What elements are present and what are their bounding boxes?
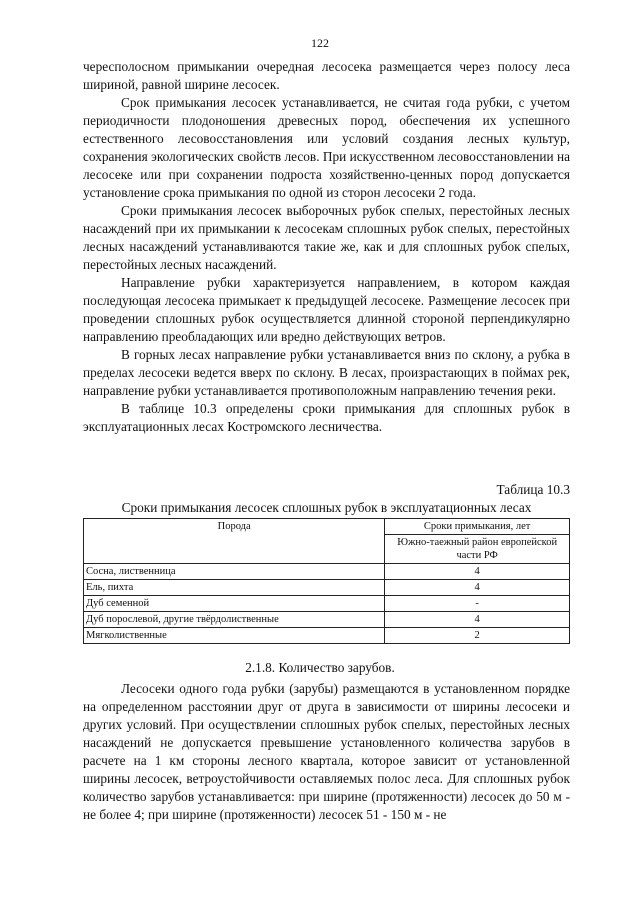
section-heading: 2.1.8. Количество зарубов. bbox=[245, 660, 395, 675]
table-row bbox=[84, 564, 570, 580]
years-cell: 2 bbox=[385, 628, 570, 644]
paragraph: В горных лесах направление рубки устанавливается вниз по склону, а рубка в пределах лесосеки ведется вверх по склону. В лесах, произрастающих в поймах рек, направление рубки устанавливается противоположным направлению течения реки. bbox=[83, 347, 570, 398]
species-cell: Ель, пихта bbox=[84, 580, 385, 596]
paragraph: чересполосном примыкании очередная лесосека размещается через полосу леса шириной, равной ширине лесосек. bbox=[83, 59, 570, 92]
header-terms: Сроки примыкания, лет bbox=[385, 519, 570, 535]
species-cell: Сосна, лиственница bbox=[84, 564, 385, 580]
years-cell: 4 bbox=[385, 612, 570, 628]
years-cell: - bbox=[385, 596, 570, 612]
paragraph: В таблице 10.3 определены сроки примыкания для сплошных рубок в эксплуатационных лесах Костромского лесничества. bbox=[83, 401, 570, 434]
harvest-adjacency-table bbox=[83, 518, 570, 644]
years-cell: 4 bbox=[385, 564, 570, 580]
table-label: Таблица 10.3 bbox=[496, 482, 570, 497]
paragraph: Срок примыкания лесосек устанавливается, не считая года рубки, с учетом периодичности плодоношения древесных пород, обеспечения их успешного естественного лесовосстановления или условий создания лесных культур, сохранения экологических свойств лесов. При искусственном лесовосстановлении на лесосеке или при сохранении подроста хозяйственно-ценных пород допускается установление срока примыкания по одной из сторон лесосеки 2 года. bbox=[83, 95, 570, 200]
species-cell: Дуб семенной bbox=[84, 596, 385, 612]
body-text-bottom bbox=[83, 680, 570, 824]
table-row bbox=[84, 580, 570, 596]
paragraph: Направление рубки характеризуется направлением, в котором каждая последующая лесосека примыкает к предыдущей лесосеке. Размещение лесосек при проведении сплошных рубок осуществляется длинной стороной перпендикулярно направлению преобладающих или вредно действующих ветров. bbox=[83, 275, 570, 344]
page-number: 122 bbox=[311, 36, 329, 50]
header-region: Южно-таежный район европейской части РФ bbox=[385, 535, 570, 564]
table-row bbox=[84, 628, 570, 644]
table-row bbox=[84, 596, 570, 612]
years-cell: 4 bbox=[385, 580, 570, 596]
table-row bbox=[84, 612, 570, 628]
species-cell: Мягколиственные bbox=[84, 628, 385, 644]
table-title: Сроки примыкания лесосек сплошных рубок в эксплуатационных лесах bbox=[121, 500, 532, 515]
body-text-top bbox=[83, 58, 570, 436]
header-species: Порода bbox=[84, 519, 385, 564]
species-cell: Дуб порослевой, другие твёрдолиственные bbox=[84, 612, 385, 628]
paragraph: Лесосеки одного года рубки (зарубы) размещаются в установленном порядке на определенном расстоянии друг от друга в зависимости от ширины лесосеки и других условий. При осуществлении сплошных рубок спелых, перестойных лесных насаждений не допускается превышение установленного количества зарубов в расчете на 1 км стороны лесного квартала, которое зависит от установленной ширины лесосек, ветроустойчивости оставляемых полос леса. Для сплошных рубок количество зарубов устанавливается: при ширине (протяженности) лесосек до 50 м - не более 4; при ширине (протяженности) лесосек 51 - 150 м - не bbox=[83, 681, 570, 822]
paragraph: Сроки примыкания лесосек выборочных рубок спелых, перестойных лесных насаждений при их примыкании к лесосекам сплошных рубок спелых, перестойных лесных насаждений устанавливаются такие же, как и для сплошных рубок спелых, перестойных лесных насаждений. bbox=[83, 203, 570, 272]
